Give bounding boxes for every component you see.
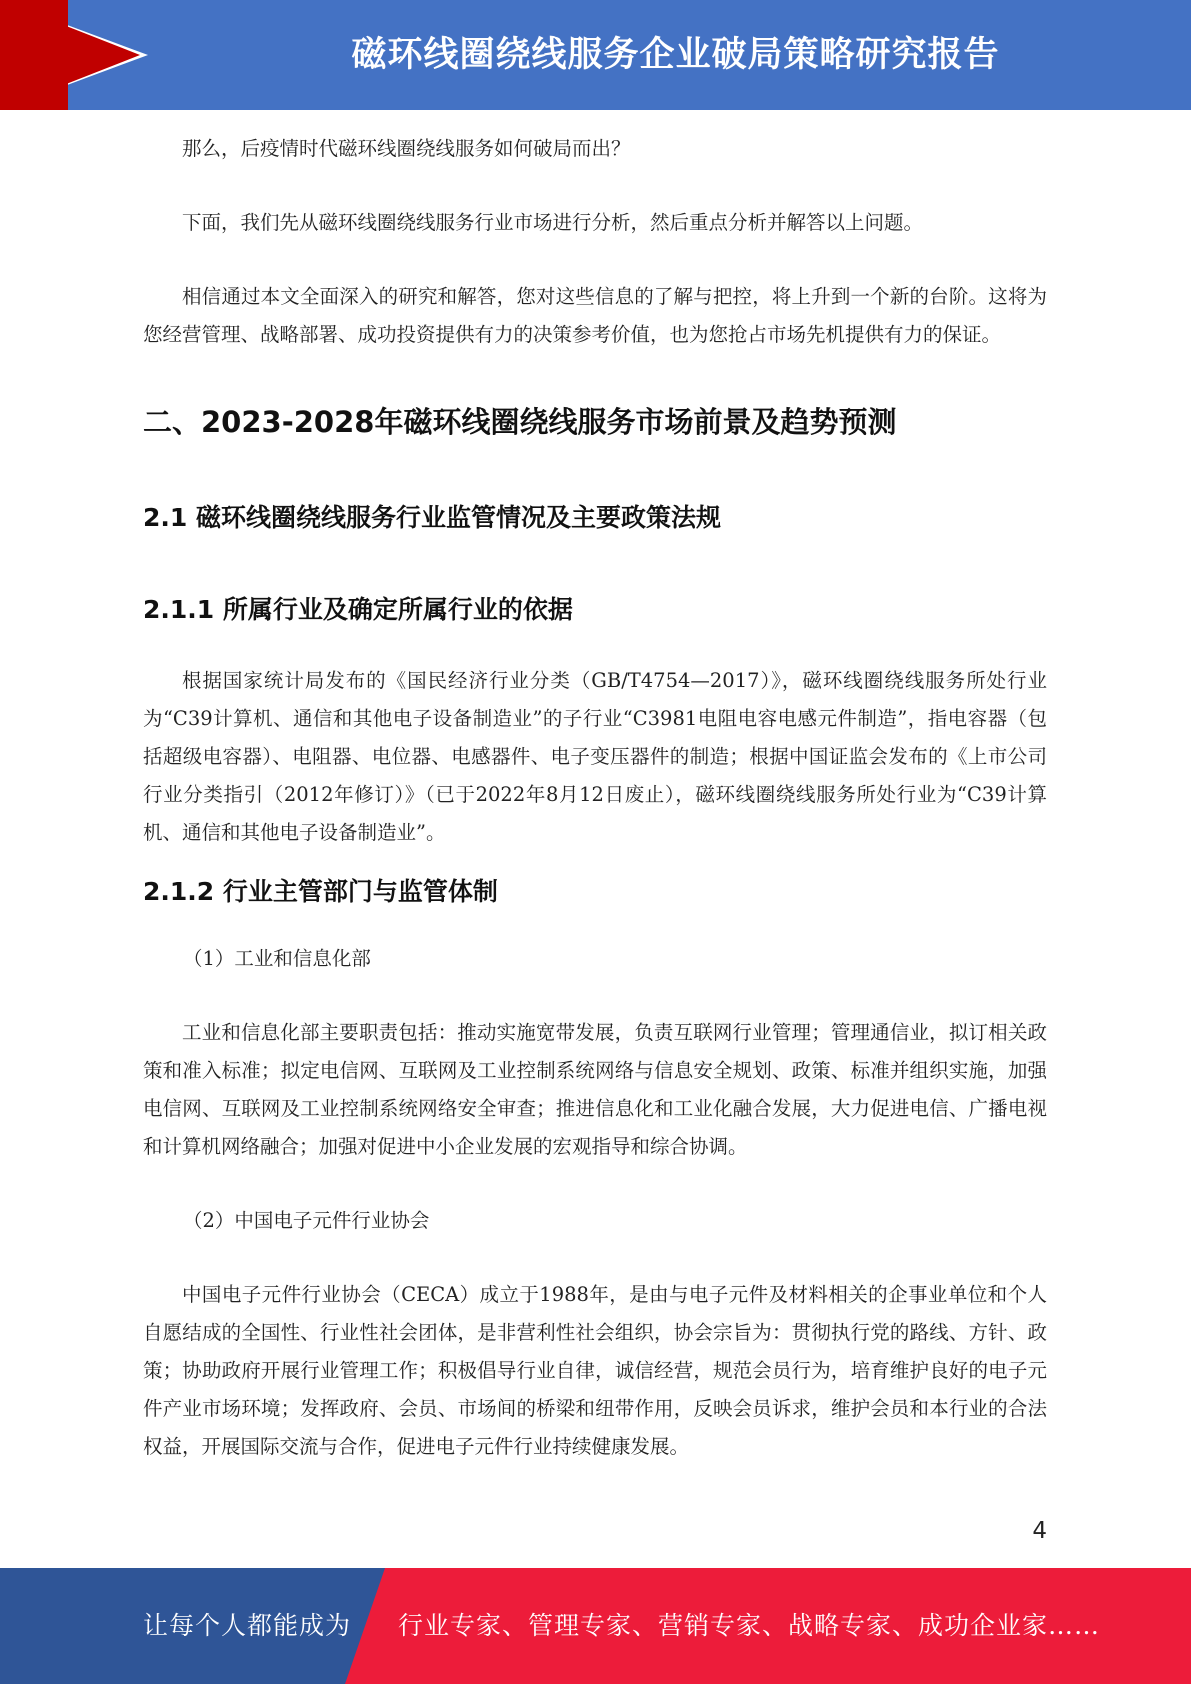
subsection-heading: 2.1 磁环线圈绕线服务行业监管情况及主要政策法规 [143, 503, 721, 532]
subsection-heading: 2.1.2 行业主管部门与监管体制 [143, 877, 498, 906]
header-red-arrow [0, 0, 140, 110]
page-content [143, 130, 1047, 1466]
paragraph: 下面，我们先从磁环线圈绕线服务行业市场进行分析，然后重点分析并解答以上问题。 [182, 211, 924, 234]
list-label: （2）中国电子元件行业协会 [183, 1209, 430, 1232]
page-header [0, 0, 1191, 110]
paragraph: 中国电子元件行业协会（CECA）成立于1988年，是由与电子元件及材料相关的企事业单位和个人自愿结成的全国性、行业性社会团体，是非营利性社会组织，协会宗旨为：贯彻执行党的路线、方针、政策；协助政府开展行业管理工作；积极倡导行业自律，诚信经营，规范会员行为，培育维护良好的电子元件产业市场环境；发挥政府、会员、市场间的桥梁和纽带作用，反映会员诉求，维护会员和本行业的合法权益，开展国际交流与合作，促进电子元件行业持续健康发展。 [143, 1283, 1047, 1458]
paragraph: 相信通过本文全面深入的研究和解答，您对这些信息的了解与把控，将上升到一个新的台阶。这将为您经营管理、战略部署、成功投资提供有力的决策参考价值，也为您抢占市场先机提供有力的保证。 [143, 285, 1047, 346]
footer-slogan-left: 让每个人都能成为 [143, 1611, 352, 1640]
section-heading: 二、2023-2028年磁环线圈绕线服务市场前景及趋势预测 [143, 405, 897, 439]
page-footer [0, 1568, 1191, 1684]
report-title: 磁环线圈绕线服务企业破局策略研究报告 [351, 35, 1000, 75]
subsection-heading: 2.1.1 所属行业及确定所属行业的依据 [143, 595, 573, 624]
footer-slogan-right: 行业专家、管理专家、营销专家、战略专家、成功企业家…… [398, 1611, 1101, 1640]
paragraph: 工业和信息化部主要职责包括：推动实施宽带发展，负责互联网行业管理；管理通信业，拟订相关政策和准入标准；拟定电信网、互联网及工业控制系统网络与信息安全规划、政策、标准并组织实施，加强电信网、互联网及工业控制系统网络安全审查；推进信息化和工业化融合发展，大力促进电信、广播电视和计算机网络融合；加强对促进中小企业发展的宏观指导和综合协调。 [143, 1021, 1047, 1158]
paragraph: 那么，后疫情时代磁环线圈绕线服务如何破局而出？ [182, 137, 631, 160]
page-number: 4 [1032, 1518, 1047, 1544]
paragraph: 根据国家统计局发布的《国民经济行业分类（GB/T4754—2017）》，磁环线圈绕线服务所处行业为“C39计算机、通信和其他电子设备制造业”的子行业“C3981电阻电容电感元件制造”，指电容器（包括超级电容器）、电阻器、电位器、电感器件、电子变压器件的制造；根据中国证监会发布的《上市公司行业分类指引（2012年修订）》（已于2022年8月12日废止），磁环线圈绕线服务所处行业为“C39计算机、通信和其他电子设备制造业”。 [143, 669, 1047, 844]
list-label: （1）工业和信息化部 [183, 947, 371, 970]
